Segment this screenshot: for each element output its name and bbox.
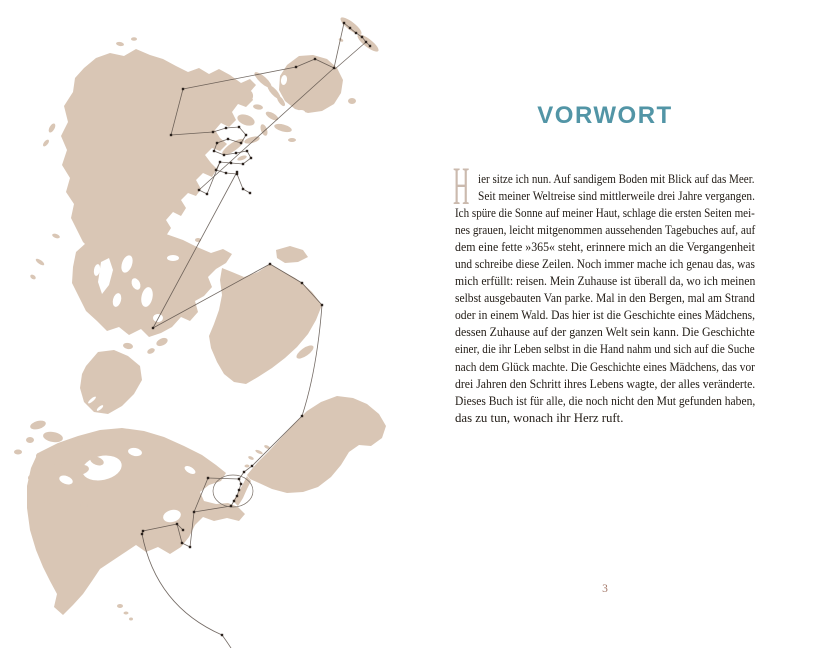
route-marker — [321, 304, 323, 306]
route-marker — [251, 465, 253, 467]
route-marker — [349, 27, 351, 29]
route-marker — [238, 489, 240, 491]
landmass-africa — [209, 264, 322, 384]
route-marker — [221, 634, 223, 636]
route-marker — [213, 150, 215, 152]
body-text-line: Dieses Buch ist für alle, die noch nicht den Mut gefunden haben, — [455, 393, 756, 408]
route-marker — [225, 172, 227, 174]
route-marker — [249, 192, 251, 194]
body-text-line: oder in einem Wald. Das hier ist die Geschichte eines Mädchens, — [455, 308, 756, 323]
route-marker — [295, 66, 297, 68]
body-text-line: dessen Zuhause auf der ganzen Welt sein kann. Die Geschichte — [455, 325, 755, 340]
body-text-line: ier sitze ich nun. Auf sandigem Boden mit Blick auf das Meer. — [478, 172, 755, 186]
route-marker — [314, 58, 316, 60]
route-marker — [181, 542, 183, 544]
route-marker — [207, 477, 209, 479]
route-marker — [242, 188, 244, 190]
body-text-line: nes grauen, leicht mitgenommen aussehenden Tagebuches auf, auf — [455, 223, 756, 238]
route-marker — [355, 32, 357, 34]
route-marker — [246, 150, 248, 152]
pacific-islands — [117, 604, 133, 621]
body-text-line: einer, die ihr Leben selbst in die Hand nahm und sich auf die Suche — [455, 342, 755, 357]
route-marker — [301, 415, 303, 417]
route-marker — [182, 88, 184, 90]
route-segment — [334, 23, 344, 68]
body-text-line: selbst ausgebauten Van parke. Mal in den Bergen, mal am Strand — [455, 291, 755, 306]
route-marker — [369, 45, 371, 47]
landmasses — [27, 15, 386, 615]
route-curve — [142, 534, 222, 635]
drop-cap: H — [453, 156, 470, 216]
route-marker — [223, 154, 225, 156]
route-marker — [216, 142, 218, 144]
route-marker — [343, 22, 345, 24]
body-text-line: nach dem Glück machte. Die Geschichte eines Mädchens, das vor — [455, 359, 755, 374]
landmass-australia — [279, 55, 343, 113]
route-marker — [189, 546, 191, 548]
route-marker — [236, 495, 238, 497]
route-marker — [240, 483, 242, 485]
landmass-new-zealand — [338, 15, 380, 54]
route-marker — [242, 163, 244, 165]
body-text-line: dem eine fette »365« steht, erinnere mich an die Vergangenheit — [455, 240, 755, 255]
route-marker — [238, 126, 240, 128]
body-text-line: Ich spüre die Sonne auf meiner Haut, schlage die ersten Seiten mei- — [455, 206, 755, 221]
route-marker — [250, 157, 252, 159]
route-marker — [152, 327, 154, 329]
chapter-title: VORWORT — [537, 102, 673, 129]
route-marker — [230, 505, 232, 507]
route-marker — [182, 529, 184, 531]
route-marker — [212, 131, 214, 133]
body-text-line: Seit meiner Weltreise sind mittlerweile drei Jahre vergangen. — [478, 189, 755, 204]
route-marker — [333, 67, 335, 69]
route-marker — [206, 193, 208, 195]
route-marker — [227, 138, 229, 140]
route-curve — [222, 635, 236, 648]
text-column — [455, 0, 755, 648]
body-text-line: drei Jahren den Schritt ihres Lebens wagte, der alles veränderte. — [455, 376, 756, 391]
route-segment — [335, 42, 366, 69]
route-marker — [170, 134, 172, 136]
body-text-line: und schreibe diese Zeilen. Noch immer mache ich genau das, was — [455, 257, 755, 272]
body-text-line: das zu tun, wonach ihr Herz ruft. — [455, 410, 624, 425]
route-marker — [245, 134, 247, 136]
route-marker — [238, 478, 240, 480]
route-marker — [301, 282, 303, 284]
foreword-paragraph — [453, 156, 756, 428]
route-marker — [142, 530, 144, 532]
landmass-eurasia-south — [72, 228, 232, 337]
landmass-arabia — [276, 246, 308, 263]
route-marker — [225, 127, 227, 129]
landmass-greenland — [80, 350, 142, 414]
route-marker — [215, 169, 217, 171]
route-marker — [193, 511, 195, 513]
route-marker — [141, 533, 143, 535]
route-marker — [361, 36, 363, 38]
route-marker — [235, 152, 237, 154]
body-text-line: mich erfüllt: reisen. Mein Zuhause ist überall da, wo ich meinen — [455, 274, 756, 289]
route-marker — [240, 142, 242, 144]
route-marker — [365, 41, 367, 43]
landmass-south-america — [247, 396, 386, 493]
route-marker — [176, 523, 178, 525]
route-marker — [198, 189, 200, 191]
route-marker — [236, 171, 238, 173]
route-marker — [269, 263, 271, 265]
route-marker — [219, 161, 221, 163]
route-marker — [233, 500, 235, 502]
route-marker — [230, 162, 232, 164]
page-number: 3 — [602, 583, 608, 595]
route-marker — [243, 471, 245, 473]
